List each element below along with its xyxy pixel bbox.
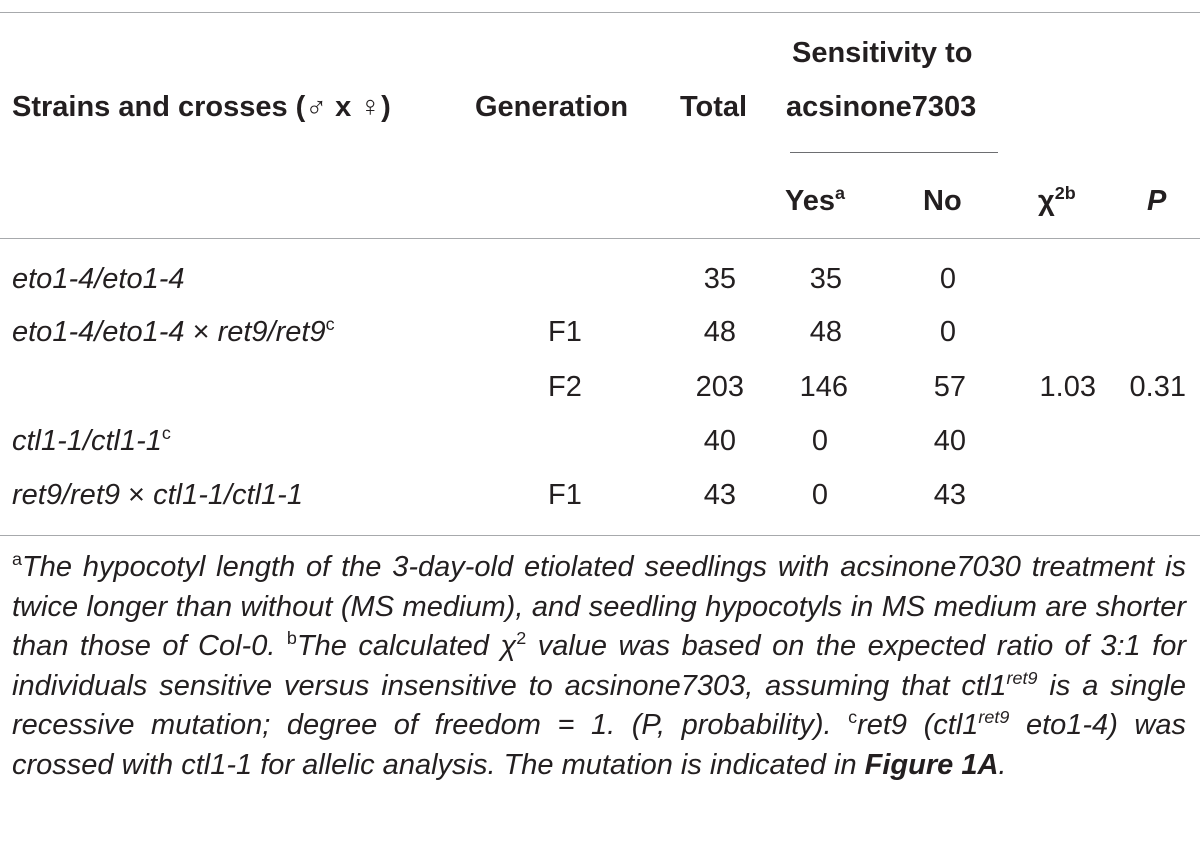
row5-yes: 0 bbox=[811, 479, 828, 511]
row5-total: 43 bbox=[703, 479, 736, 511]
footnote-a-text: The hypocotyl length of the 3-day-old etiolated seedlings with acsinone7030 treatment is twice longer than without (MS medium), and seedling hypocotyls in MS medium are shorter than those of Col-0. bbox=[12, 551, 1186, 663]
table-bottom-rule bbox=[0, 535, 1200, 536]
row3-total: 203 bbox=[695, 371, 744, 403]
row3-yes: 146 bbox=[799, 371, 848, 403]
row4-strain: ctl1-1/ctl1-1$^c$ bbox=[12, 423, 171, 457]
header-sensitivity-line2: acsinone7303 bbox=[786, 91, 977, 123]
header-no: No bbox=[923, 185, 962, 217]
header-total: Total bbox=[680, 91, 748, 123]
header-generation: Generation bbox=[475, 91, 629, 123]
row1-yes: 35 bbox=[809, 263, 842, 295]
header-yes: Yes$^a$ bbox=[785, 183, 845, 217]
row3-generation: F2 bbox=[548, 371, 582, 403]
row5-strain: ret9/ret9 × ctl1-1/ctl1-1 bbox=[12, 479, 303, 511]
row4-total: 40 bbox=[703, 425, 736, 457]
footnote-b-mark: b bbox=[286, 628, 297, 649]
row3-p: 0.31 bbox=[1129, 371, 1186, 403]
row2-strain: $eto1-4/eto1-4 \times ret9/ret9^c$ bbox=[12, 314, 335, 348]
header-strains: Strains and crosses (♂ x ♀) bbox=[12, 91, 391, 123]
row1-total: 35 bbox=[703, 263, 736, 295]
header-sensitivity-line1: Sensitivity to bbox=[792, 37, 973, 69]
row1-strain: eto1-4/eto1-4 bbox=[12, 263, 185, 295]
row5-generation: F1 bbox=[548, 479, 582, 511]
figure-1a-link[interactable]: Figure 1A bbox=[864, 748, 999, 781]
footnote-a-mark: a bbox=[12, 549, 22, 570]
row3-chi: 1.03 bbox=[1039, 371, 1096, 403]
header-bottom-rule bbox=[0, 238, 1200, 239]
row2-no: 0 bbox=[939, 316, 956, 348]
header-p: P bbox=[1147, 185, 1167, 217]
sensitivity-underline bbox=[790, 152, 998, 153]
row2-total: 48 bbox=[703, 316, 736, 348]
table-footnotes: $^a$The hypocotyl length of the 3-day-old etiolated seedlings with acsinone7030 treatment is twice longer than without (MS medium), and seedling hypocotyls in MS medium are shorter than those of Col-0. $^b$The calculated $\chi^2$ value was based on the expected ratio of 3:1 for individuals sensitive versus insensitive to acsinone7303, assuming that $ctl1^{ret9}$ is a single recessive mutation; degree of freedom = 1. (P, probability). $^c$ret9 ($ctl1^{ret9}$ eto1-4) was crossed with ctl1-1 for allelic analysis. The mutation is indicated in Figure 1A. bbox=[12, 549, 1186, 781]
row1-no: 0 bbox=[939, 263, 956, 295]
row5-no: 43 bbox=[933, 479, 966, 511]
top-rule bbox=[0, 12, 1200, 13]
footnote-c-mark: c bbox=[848, 707, 858, 728]
row4-no: 40 bbox=[933, 425, 966, 457]
row2-yes: 48 bbox=[809, 316, 842, 348]
header-chi-square: $\chi^{2b}$ bbox=[1038, 183, 1076, 217]
row2-generation: F1 bbox=[548, 316, 582, 348]
row3-no: 57 bbox=[933, 371, 966, 403]
row4-yes: 0 bbox=[811, 425, 828, 457]
